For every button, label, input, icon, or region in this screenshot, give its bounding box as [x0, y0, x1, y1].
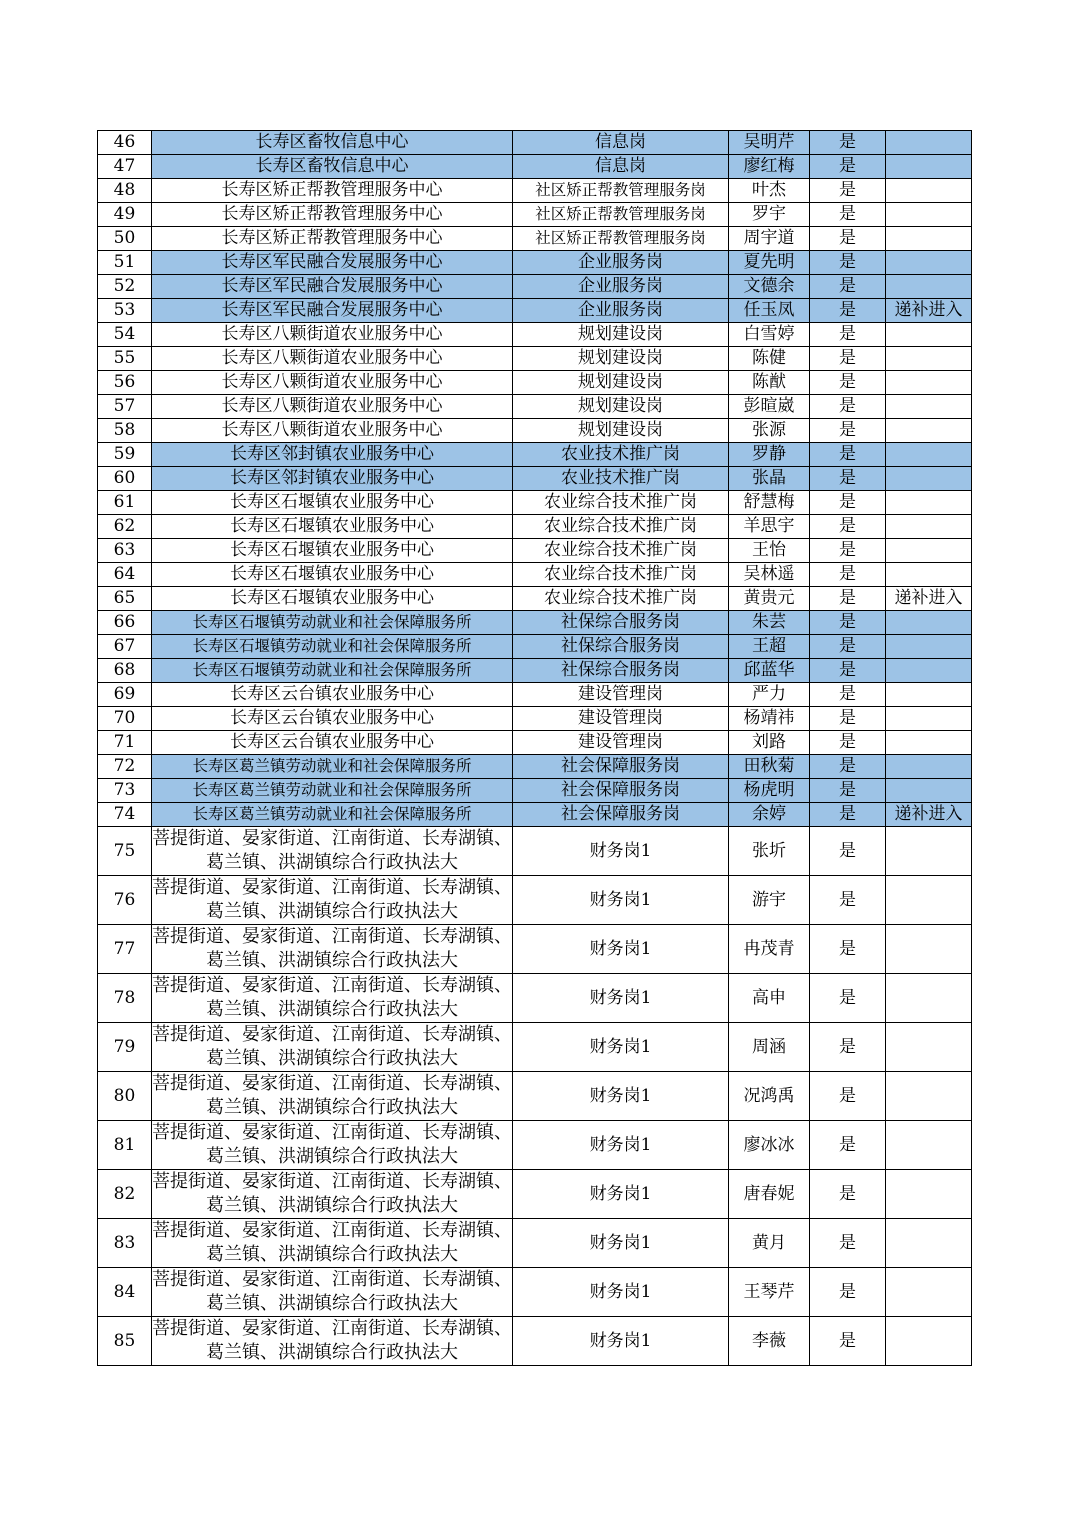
- note-cell: [886, 515, 972, 539]
- post-cell: 财务岗1: [513, 1072, 729, 1121]
- table-row: [98, 683, 972, 707]
- person-name-cell: 余婷: [729, 803, 810, 827]
- table-row: [98, 155, 972, 179]
- person-name-cell: 刘路: [729, 731, 810, 755]
- unit-cell: 长寿区石堰镇劳动就业和社会保障服务所: [152, 611, 513, 635]
- unit-cell: 菩提街道、晏家街道、江南街道、长寿湖镇、葛兰镇、洪湖镇综合行政执法大: [152, 1219, 513, 1268]
- unit-cell: 菩提街道、晏家街道、江南街道、长寿湖镇、葛兰镇、洪湖镇综合行政执法大: [152, 925, 513, 974]
- post-cell: 规划建设岗: [513, 371, 729, 395]
- row-number-cell: 84: [98, 1268, 152, 1317]
- row-number-cell: 56: [98, 371, 152, 395]
- row-number-cell: 73: [98, 779, 152, 803]
- post-cell: 规划建设岗: [513, 419, 729, 443]
- row-number-cell: 79: [98, 1023, 152, 1072]
- person-name-cell: 吴明芹: [729, 131, 810, 155]
- post-cell: 财务岗1: [513, 1170, 729, 1219]
- person-name-cell: 彭暄崴: [729, 395, 810, 419]
- note-cell: [886, 779, 972, 803]
- unit-cell: 长寿区八颗街道农业服务中心: [152, 371, 513, 395]
- row-number-cell: 58: [98, 419, 152, 443]
- post-cell: 信息岗: [513, 131, 729, 155]
- unit-cell: 长寿区石堰镇农业服务中心: [152, 515, 513, 539]
- table-row: [98, 707, 972, 731]
- note-cell: [886, 539, 972, 563]
- table-row: [98, 611, 972, 635]
- table-row: [98, 251, 972, 275]
- table-row: [98, 803, 972, 827]
- post-cell: 农业综合技术推广岗: [513, 539, 729, 563]
- qualified-flag-cell: 是: [810, 347, 886, 371]
- post-cell: 社会保障服务岗: [513, 779, 729, 803]
- row-number-cell: 66: [98, 611, 152, 635]
- row-number-cell: 49: [98, 203, 152, 227]
- table-row: [98, 563, 972, 587]
- note-cell: [886, 179, 972, 203]
- person-name-cell: 李薇: [729, 1317, 810, 1366]
- note-cell: [886, 1023, 972, 1072]
- table-row: [98, 1170, 972, 1219]
- qualified-flag-cell: 是: [810, 563, 886, 587]
- person-name-cell: 羊思宇: [729, 515, 810, 539]
- post-cell: 规划建设岗: [513, 347, 729, 371]
- qualified-flag-cell: 是: [810, 779, 886, 803]
- table-row: [98, 323, 972, 347]
- unit-cell: 长寿区葛兰镇劳动就业和社会保障服务所: [152, 803, 513, 827]
- post-cell: 农业技术推广岗: [513, 443, 729, 467]
- post-cell: 社区矫正帮教管理服务岗: [513, 179, 729, 203]
- unit-cell: 长寿区云台镇农业服务中心: [152, 731, 513, 755]
- row-number-cell: 50: [98, 227, 152, 251]
- unit-cell: 长寿区石堰镇农业服务中心: [152, 587, 513, 611]
- person-name-cell: 邱蓝华: [729, 659, 810, 683]
- note-cell: [886, 323, 972, 347]
- post-cell: 企业服务岗: [513, 275, 729, 299]
- post-cell: 社保综合服务岗: [513, 611, 729, 635]
- row-number-cell: 71: [98, 731, 152, 755]
- post-cell: 社保综合服务岗: [513, 659, 729, 683]
- table-row: [98, 275, 972, 299]
- row-number-cell: 76: [98, 876, 152, 925]
- unit-cell: 菩提街道、晏家街道、江南街道、长寿湖镇、葛兰镇、洪湖镇综合行政执法大: [152, 1023, 513, 1072]
- table-row: [98, 1072, 972, 1121]
- note-cell: [886, 1317, 972, 1366]
- note-cell: [886, 755, 972, 779]
- table-row: [98, 876, 972, 925]
- note-cell: [886, 491, 972, 515]
- person-name-cell: 黄月: [729, 1219, 810, 1268]
- unit-cell: 长寿区军民融合发展服务中心: [152, 299, 513, 323]
- post-cell: 财务岗1: [513, 1317, 729, 1366]
- table-row: [98, 587, 972, 611]
- qualified-flag-cell: 是: [810, 707, 886, 731]
- qualified-flag-cell: 是: [810, 323, 886, 347]
- note-cell: [886, 443, 972, 467]
- row-number-cell: 77: [98, 925, 152, 974]
- unit-cell: 长寿区矫正帮教管理服务中心: [152, 227, 513, 251]
- table-row: [98, 419, 972, 443]
- person-name-cell: 唐春妮: [729, 1170, 810, 1219]
- person-name-cell: 张圻: [729, 827, 810, 876]
- table-row: [98, 203, 972, 227]
- qualified-flag-cell: 是: [810, 755, 886, 779]
- qualified-flag-cell: 是: [810, 1317, 886, 1366]
- person-name-cell: 高申: [729, 974, 810, 1023]
- note-cell: [886, 925, 972, 974]
- qualified-flag-cell: 是: [810, 419, 886, 443]
- person-name-cell: 周宇道: [729, 227, 810, 251]
- qualified-flag-cell: 是: [810, 1268, 886, 1317]
- unit-cell: 长寿区云台镇农业服务中心: [152, 683, 513, 707]
- table-row: [98, 1023, 972, 1072]
- post-cell: 农业综合技术推广岗: [513, 563, 729, 587]
- unit-cell: 菩提街道、晏家街道、江南街道、长寿湖镇、葛兰镇、洪湖镇综合行政执法大: [152, 876, 513, 925]
- note-cell: [886, 611, 972, 635]
- unit-cell: 长寿区畜牧信息中心: [152, 131, 513, 155]
- qualified-flag-cell: 是: [810, 443, 886, 467]
- row-number-cell: 62: [98, 515, 152, 539]
- post-cell: 农业综合技术推广岗: [513, 587, 729, 611]
- table-row: [98, 731, 972, 755]
- row-number-cell: 60: [98, 467, 152, 491]
- note-cell: [886, 203, 972, 227]
- unit-cell: 菩提街道、晏家街道、江南街道、长寿湖镇、葛兰镇、洪湖镇综合行政执法大: [152, 1317, 513, 1366]
- qualified-flag-cell: 是: [810, 299, 886, 323]
- table-row: [98, 371, 972, 395]
- post-cell: 建设管理岗: [513, 707, 729, 731]
- person-name-cell: 杨虎明: [729, 779, 810, 803]
- row-number-cell: 52: [98, 275, 152, 299]
- note-cell: [886, 1121, 972, 1170]
- row-number-cell: 72: [98, 755, 152, 779]
- table-row: [98, 635, 972, 659]
- qualified-flag-cell: 是: [810, 683, 886, 707]
- post-cell: 社区矫正帮教管理服务岗: [513, 227, 729, 251]
- unit-cell: 菩提街道、晏家街道、江南街道、长寿湖镇、葛兰镇、洪湖镇综合行政执法大: [152, 974, 513, 1023]
- table-row: [98, 1268, 972, 1317]
- table-row: [98, 539, 972, 563]
- unit-cell: 长寿区云台镇农业服务中心: [152, 707, 513, 731]
- unit-cell: 长寿区军民融合发展服务中心: [152, 251, 513, 275]
- table-row: [98, 659, 972, 683]
- post-cell: 社会保障服务岗: [513, 755, 729, 779]
- row-number-cell: 82: [98, 1170, 152, 1219]
- row-number-cell: 64: [98, 563, 152, 587]
- person-name-cell: 张源: [729, 419, 810, 443]
- table-row: [98, 491, 972, 515]
- row-number-cell: 65: [98, 587, 152, 611]
- unit-cell: 长寿区八颗街道农业服务中心: [152, 323, 513, 347]
- row-number-cell: 53: [98, 299, 152, 323]
- post-cell: 农业技术推广岗: [513, 467, 729, 491]
- unit-cell: 菩提街道、晏家街道、江南街道、长寿湖镇、葛兰镇、洪湖镇综合行政执法大: [152, 1072, 513, 1121]
- row-number-cell: 57: [98, 395, 152, 419]
- note-cell: [886, 563, 972, 587]
- post-cell: 财务岗1: [513, 1023, 729, 1072]
- table-row: [98, 1219, 972, 1268]
- note-cell: [886, 974, 972, 1023]
- note-cell: [886, 155, 972, 179]
- qualified-flag-cell: 是: [810, 635, 886, 659]
- qualified-flag-cell: 是: [810, 1219, 886, 1268]
- post-cell: 规划建设岗: [513, 395, 729, 419]
- unit-cell: 长寿区石堰镇农业服务中心: [152, 539, 513, 563]
- qualified-flag-cell: 是: [810, 1023, 886, 1072]
- note-cell: [886, 827, 972, 876]
- table-row: [98, 395, 972, 419]
- row-number-cell: 70: [98, 707, 152, 731]
- unit-cell: 长寿区葛兰镇劳动就业和社会保障服务所: [152, 755, 513, 779]
- post-cell: 社会保障服务岗: [513, 803, 729, 827]
- person-name-cell: 夏先明: [729, 251, 810, 275]
- person-name-cell: 廖冰冰: [729, 1121, 810, 1170]
- qualified-flag-cell: 是: [810, 974, 886, 1023]
- qualified-flag-cell: 是: [810, 155, 886, 179]
- unit-cell: 长寿区石堰镇劳动就业和社会保障服务所: [152, 635, 513, 659]
- unit-cell: 长寿区八颗街道农业服务中心: [152, 419, 513, 443]
- note-cell: [886, 635, 972, 659]
- person-name-cell: 游宇: [729, 876, 810, 925]
- qualified-flag-cell: 是: [810, 395, 886, 419]
- post-cell: 农业综合技术推广岗: [513, 491, 729, 515]
- row-number-cell: 54: [98, 323, 152, 347]
- unit-cell: 长寿区葛兰镇劳动就业和社会保障服务所: [152, 779, 513, 803]
- unit-cell: 长寿区邻封镇农业服务中心: [152, 467, 513, 491]
- unit-cell: 长寿区石堰镇劳动就业和社会保障服务所: [152, 659, 513, 683]
- note-cell: [886, 1219, 972, 1268]
- qualified-flag-cell: 是: [810, 371, 886, 395]
- qualified-flag-cell: 是: [810, 1072, 886, 1121]
- post-cell: 财务岗1: [513, 1268, 729, 1317]
- note-cell: [886, 131, 972, 155]
- table-row: [98, 467, 972, 491]
- post-cell: 信息岗: [513, 155, 729, 179]
- note-cell: 递补进入: [886, 587, 972, 611]
- note-cell: [886, 371, 972, 395]
- note-cell: [886, 1072, 972, 1121]
- qualified-flag-cell: 是: [810, 515, 886, 539]
- note-cell: [886, 467, 972, 491]
- note-cell: 递补进入: [886, 299, 972, 323]
- unit-cell: 菩提街道、晏家街道、江南街道、长寿湖镇、葛兰镇、洪湖镇综合行政执法大: [152, 827, 513, 876]
- row-number-cell: 81: [98, 1121, 152, 1170]
- unit-cell: 菩提街道、晏家街道、江南街道、长寿湖镇、葛兰镇、洪湖镇综合行政执法大: [152, 1121, 513, 1170]
- table-row: [98, 925, 972, 974]
- unit-cell: 长寿区矫正帮教管理服务中心: [152, 203, 513, 227]
- qualified-flag-cell: 是: [810, 203, 886, 227]
- note-cell: [886, 395, 972, 419]
- note-cell: [886, 347, 972, 371]
- post-cell: 财务岗1: [513, 1219, 729, 1268]
- person-name-cell: 况鸿禹: [729, 1072, 810, 1121]
- unit-cell: 长寿区军民融合发展服务中心: [152, 275, 513, 299]
- note-cell: [886, 731, 972, 755]
- unit-cell: 菩提街道、晏家街道、江南街道、长寿湖镇、葛兰镇、洪湖镇综合行政执法大: [152, 1268, 513, 1317]
- person-name-cell: 杨靖祎: [729, 707, 810, 731]
- unit-cell: 长寿区畜牧信息中心: [152, 155, 513, 179]
- post-cell: 建设管理岗: [513, 683, 729, 707]
- person-name-cell: 周涵: [729, 1023, 810, 1072]
- person-name-cell: 叶杰: [729, 179, 810, 203]
- qualified-flag-cell: 是: [810, 925, 886, 974]
- table-row: [98, 755, 972, 779]
- qualified-flag-cell: 是: [810, 611, 886, 635]
- qualified-flag-cell: 是: [810, 131, 886, 155]
- person-name-cell: 王超: [729, 635, 810, 659]
- person-name-cell: 舒慧梅: [729, 491, 810, 515]
- note-cell: [886, 683, 972, 707]
- person-name-cell: 罗宇: [729, 203, 810, 227]
- qualified-flag-cell: 是: [810, 539, 886, 563]
- person-name-cell: 陈猷: [729, 371, 810, 395]
- qualified-flag-cell: 是: [810, 1121, 886, 1170]
- row-number-cell: 83: [98, 1219, 152, 1268]
- row-number-cell: 55: [98, 347, 152, 371]
- unit-cell: 长寿区石堰镇农业服务中心: [152, 563, 513, 587]
- note-cell: 递补进入: [886, 803, 972, 827]
- row-number-cell: 63: [98, 539, 152, 563]
- qualified-flag-cell: 是: [810, 659, 886, 683]
- row-number-cell: 78: [98, 974, 152, 1023]
- post-cell: 规划建设岗: [513, 323, 729, 347]
- post-cell: 建设管理岗: [513, 731, 729, 755]
- qualified-flag-cell: 是: [810, 1170, 886, 1219]
- row-number-cell: 46: [98, 131, 152, 155]
- results-table: [97, 130, 972, 1366]
- person-name-cell: 王琴芹: [729, 1268, 810, 1317]
- person-name-cell: 陈健: [729, 347, 810, 371]
- qualified-flag-cell: 是: [810, 803, 886, 827]
- table-row: [98, 779, 972, 803]
- table-row: [98, 347, 972, 371]
- post-cell: 财务岗1: [513, 876, 729, 925]
- post-cell: 企业服务岗: [513, 251, 729, 275]
- table-body: [98, 131, 972, 1366]
- qualified-flag-cell: 是: [810, 876, 886, 925]
- note-cell: [886, 707, 972, 731]
- qualified-flag-cell: 是: [810, 227, 886, 251]
- qualified-flag-cell: 是: [810, 275, 886, 299]
- note-cell: [886, 876, 972, 925]
- note-cell: [886, 1268, 972, 1317]
- post-cell: 财务岗1: [513, 1121, 729, 1170]
- note-cell: [886, 251, 972, 275]
- person-name-cell: 严力: [729, 683, 810, 707]
- note-cell: [886, 419, 972, 443]
- note-cell: [886, 227, 972, 251]
- row-number-cell: 59: [98, 443, 152, 467]
- qualified-flag-cell: 是: [810, 827, 886, 876]
- note-cell: [886, 1170, 972, 1219]
- post-cell: 财务岗1: [513, 925, 729, 974]
- table-row: [98, 1317, 972, 1366]
- table-row: [98, 1121, 972, 1170]
- person-name-cell: 文德余: [729, 275, 810, 299]
- row-number-cell: 47: [98, 155, 152, 179]
- unit-cell: 长寿区石堰镇农业服务中心: [152, 491, 513, 515]
- post-cell: 财务岗1: [513, 827, 729, 876]
- qualified-flag-cell: 是: [810, 179, 886, 203]
- table-row: [98, 443, 972, 467]
- person-name-cell: 黄贵元: [729, 587, 810, 611]
- row-number-cell: 85: [98, 1317, 152, 1366]
- post-cell: 财务岗1: [513, 974, 729, 1023]
- qualified-flag-cell: 是: [810, 467, 886, 491]
- post-cell: 社保综合服务岗: [513, 635, 729, 659]
- row-number-cell: 48: [98, 179, 152, 203]
- qualified-flag-cell: 是: [810, 587, 886, 611]
- row-number-cell: 61: [98, 491, 152, 515]
- person-name-cell: 廖红梅: [729, 155, 810, 179]
- post-cell: 社区矫正帮教管理服务岗: [513, 203, 729, 227]
- row-number-cell: 69: [98, 683, 152, 707]
- table-row: [98, 827, 972, 876]
- qualified-flag-cell: 是: [810, 251, 886, 275]
- person-name-cell: 朱芸: [729, 611, 810, 635]
- unit-cell: 长寿区八颗街道农业服务中心: [152, 395, 513, 419]
- qualified-flag-cell: 是: [810, 491, 886, 515]
- note-cell: [886, 659, 972, 683]
- row-number-cell: 80: [98, 1072, 152, 1121]
- note-cell: [886, 275, 972, 299]
- unit-cell: 菩提街道、晏家街道、江南街道、长寿湖镇、葛兰镇、洪湖镇综合行政执法大: [152, 1170, 513, 1219]
- person-name-cell: 罗静: [729, 443, 810, 467]
- post-cell: 农业综合技术推广岗: [513, 515, 729, 539]
- person-name-cell: 田秋菊: [729, 755, 810, 779]
- row-number-cell: 51: [98, 251, 152, 275]
- table-row: [98, 227, 972, 251]
- person-name-cell: 吴林遥: [729, 563, 810, 587]
- unit-cell: 长寿区八颗街道农业服务中心: [152, 347, 513, 371]
- table-row: [98, 131, 972, 155]
- row-number-cell: 68: [98, 659, 152, 683]
- table-row: [98, 179, 972, 203]
- person-name-cell: 任玉凤: [729, 299, 810, 323]
- person-name-cell: 白雪婷: [729, 323, 810, 347]
- person-name-cell: 张晶: [729, 467, 810, 491]
- qualified-flag-cell: 是: [810, 731, 886, 755]
- unit-cell: 长寿区矫正帮教管理服务中心: [152, 179, 513, 203]
- unit-cell: 长寿区邻封镇农业服务中心: [152, 443, 513, 467]
- row-number-cell: 74: [98, 803, 152, 827]
- table-row: [98, 974, 972, 1023]
- table-row: [98, 515, 972, 539]
- row-number-cell: 67: [98, 635, 152, 659]
- person-name-cell: 王怡: [729, 539, 810, 563]
- row-number-cell: 75: [98, 827, 152, 876]
- table-row: [98, 299, 972, 323]
- person-name-cell: 冉茂青: [729, 925, 810, 974]
- post-cell: 企业服务岗: [513, 299, 729, 323]
